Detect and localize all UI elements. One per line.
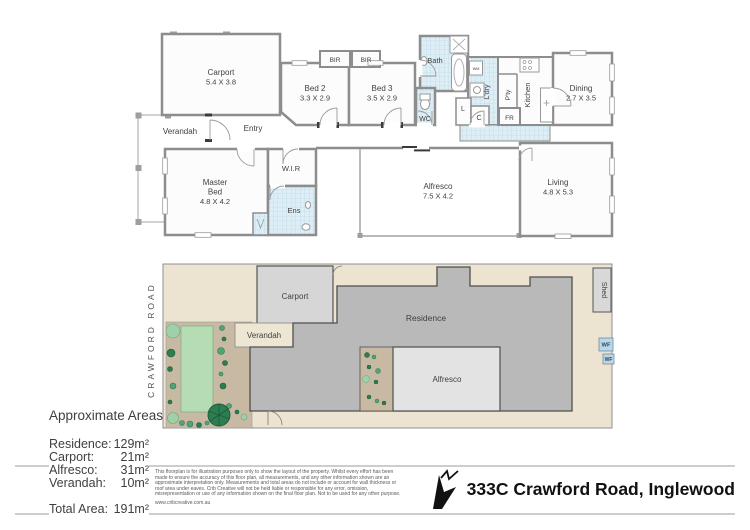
room-label-bed2: Bed 2 (304, 84, 326, 93)
room-label-carport: Carport (207, 68, 235, 77)
room-label-cupboard: C (476, 115, 482, 122)
room-label-living: Living (547, 178, 569, 187)
site-plan (160, 260, 620, 430)
site-label-verandah: Verandah (246, 331, 282, 340)
stove-icon (520, 58, 539, 72)
room-label-kitchen: Kitchen (523, 82, 532, 108)
ens-basin-icon (306, 202, 311, 209)
courtyard-garden (360, 347, 393, 411)
ens-toilet-icon (302, 224, 310, 230)
area-row-total (49, 503, 149, 516)
room-label-master-1: Master (202, 178, 228, 187)
area-value: 191m² (113, 502, 149, 516)
room-label-bir2: BIR (360, 57, 372, 64)
room-label-bed3: Bed 3 (371, 84, 393, 93)
room-label-fridge: FR (505, 115, 514, 122)
room-dims-bed2: 3.3 X 2.9 (299, 93, 331, 103)
room-label-pantry: P'ty (505, 89, 512, 101)
room-label-wir: W.I.R (281, 164, 301, 173)
area-label: Total Area: (49, 502, 109, 516)
disclaimer-text: This floorplan is for illustration purposes only to show the layout of the property. Whilst every effort has been made to ensure the accuracy of this floor plan, all measurements, and any other information shown are an approximate interpretation only. Measurements and total areas do not include or account for wall thickness or roof area under eaves. Crib Creative will not be held liable or responsible for any error, omission, misrepresentation or use of any information shown on the final floor plan. Not to be used for any other purpose. (155, 469, 401, 498)
area-value: 10m² (120, 476, 149, 490)
lawn (181, 326, 213, 412)
area-value: 21m² (120, 450, 149, 464)
room-dims-dining: 2.7 X 3.5 (565, 93, 597, 103)
room-dims-bed3: 3.5 X 2.9 (366, 93, 398, 103)
room-label-ens: Ens (287, 206, 301, 215)
property-address: 333C Crawford Road, Inglewood (466, 479, 735, 499)
room-dims-carport: 5.4 X 3.8 (205, 77, 237, 87)
room-label-bath: Bath (427, 56, 443, 65)
ens-shower (253, 213, 268, 235)
area-value: 129m² (113, 437, 149, 451)
area-row-verandah (49, 477, 149, 490)
room-label-entry: Entry (243, 124, 263, 133)
site-label-alfresco: Alfresco (432, 375, 462, 384)
site-label-wf1: WF (601, 342, 611, 349)
room-label-bir1: BIR (329, 57, 341, 64)
verandah-outline (138, 115, 165, 222)
room-label-alfresco: Alfresco (423, 182, 453, 191)
area-label: Carport: (49, 450, 95, 464)
laundry-tub-icon (470, 83, 484, 97)
room-label-verandah: Verandah (162, 127, 198, 136)
road-label: CRAWFORD ROAD (146, 282, 156, 398)
label-washing-machine: WM (472, 67, 480, 71)
site-label-residence: Residence (405, 313, 447, 323)
site-label-shed: Shed (600, 281, 607, 299)
site-label-wf2: WF (604, 357, 613, 363)
areas-title: Approximate Areas (49, 408, 164, 423)
room-dims-living: 4.8 X 5.3 (542, 187, 574, 197)
room-label-wc: WC (419, 116, 431, 123)
disclaimer (155, 470, 405, 507)
room-label-master-2: Bed (207, 187, 223, 197)
area-label: Verandah: (49, 476, 106, 490)
room-dims-master: 4.8 X 4.2 (199, 197, 231, 206)
disclaimer-url: www.cribcreative.com.au (155, 499, 211, 506)
floor-plan (120, 0, 650, 260)
room-label-linen: L (461, 106, 465, 113)
big-tree-icon (208, 404, 230, 426)
area-label: Residence: (49, 437, 112, 451)
site-label-carport: Carport (281, 292, 309, 301)
north-arrow-icon (428, 468, 464, 510)
room-label-dining: Dining (569, 84, 593, 93)
area-label: Alfresco: (49, 463, 98, 477)
areas-panel (49, 408, 164, 520)
room-dims-alfresco: 7.5 X 4.2 (422, 191, 454, 201)
room-label-laundry: L'dry (484, 84, 491, 100)
area-value: 31m² (120, 463, 149, 477)
